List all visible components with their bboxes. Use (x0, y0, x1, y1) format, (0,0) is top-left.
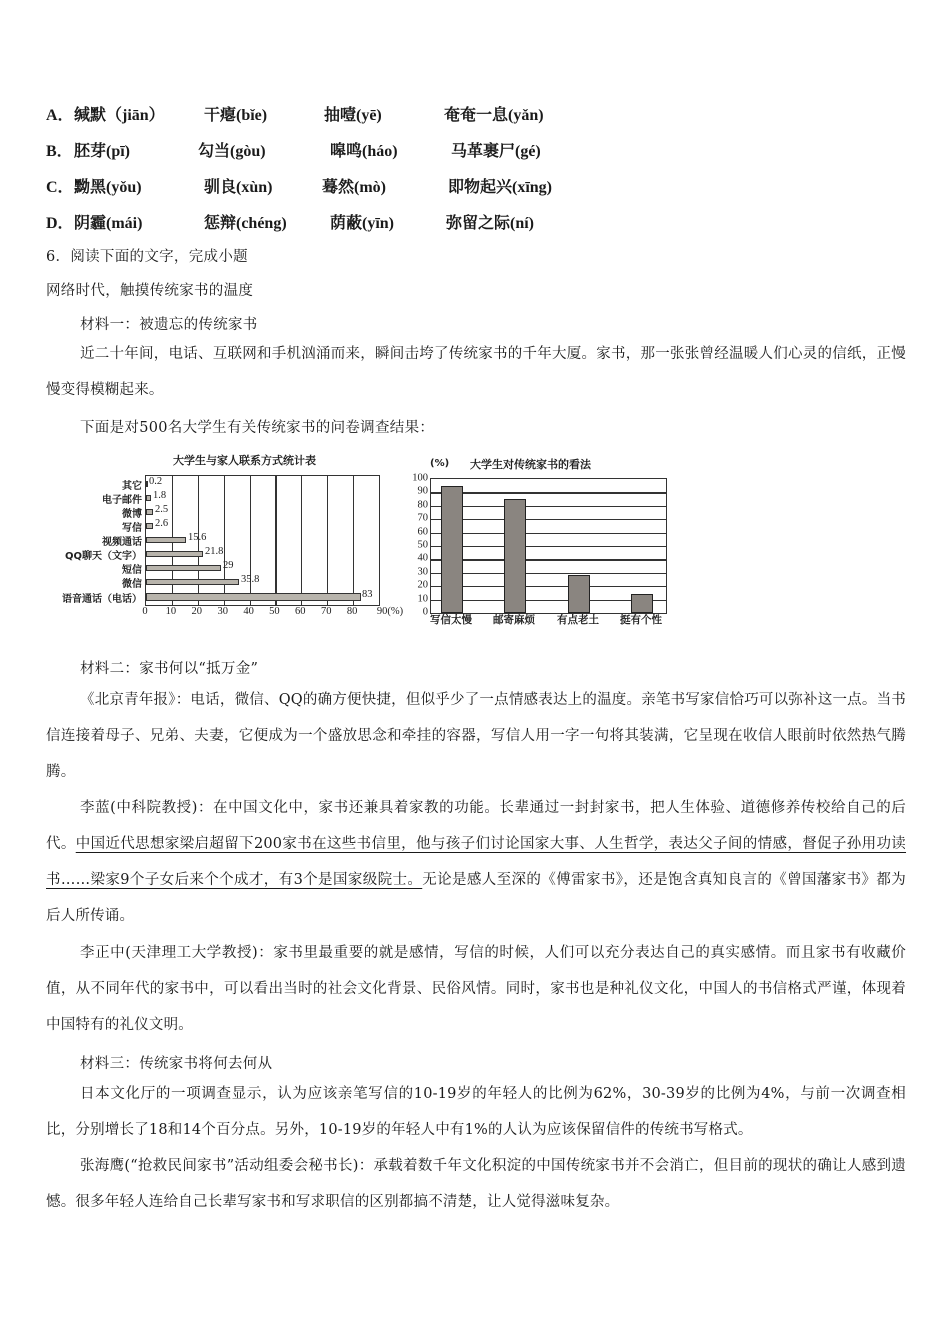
category-label: 有点老土 (557, 614, 599, 626)
underlined-text: 中国近代思想家梁启超留下200家书在这些书信里，他与孩子们讨论国家大事、人生哲学，表达父子间的情感，督促子孙用功读书……梁家9个子女后来个个成才，有3个是国家级院士。 (46, 836, 907, 888)
option-letter: B． (46, 143, 73, 160)
bar-value: 15.6 (188, 532, 207, 543)
tick: 40 (243, 606, 254, 617)
tick: 80 (417, 499, 428, 511)
bar-value: 1.8 (153, 490, 167, 501)
bar (146, 565, 221, 571)
chart-title: 大学生与家人联系方式统计表 (173, 454, 316, 467)
contact-methods-chart (40, 448, 404, 628)
bar (146, 481, 148, 487)
category-label: QQ聊天（文字） (64, 551, 142, 562)
li-lan-paragraph (46, 790, 906, 934)
category-label: 写信 (122, 523, 142, 534)
article-title: 网络时代，触摸传统家书的温度 (46, 283, 254, 299)
beijing-youth-daily-paragraph: 《北京青年报》：电话，微信、QQ的确方便快捷，但似乎少了一点情感表达上的温度。亲笔书写家信恰巧可以弥补这一点。当书信连接着母子、兄弟、夫妻，它便成为一个盛放思念和牵挂的容器，写信人用一字一句将其装满，它呈现在收信人眼前时依然热气腾腾。 (46, 692, 906, 780)
text-span: 李蓝(中科院教授)：在中国文化中，家书还兼具着家教的功能。长辈通过一封封家书，把人生体验、道德修养传校给自己的后代。 (46, 800, 906, 852)
y-axis-ticks (400, 472, 428, 618)
japan-survey-paragraph: 日本文化厅的一项调查显示，认为应该亲笔写信的10-19岁的年轻人的比例为62%，30-39岁的比例为4%，与前一次调查相比，分别增长了18和14个百分点。另外，10-19岁的年轻人中有1%的人认为应该保留信件的传统书写格式。 (46, 1086, 906, 1138)
bar-value: 2.5 (155, 504, 169, 515)
tick: 70 (417, 512, 428, 524)
x-axis-categories (430, 612, 670, 628)
chart-title: 大学生对传统家书的看法 (470, 458, 591, 471)
option-item: 胚芽(pī) (74, 143, 131, 160)
tick: 50 (417, 539, 428, 551)
bar (146, 551, 203, 557)
bar (146, 537, 186, 543)
category-label: 微信 (122, 579, 142, 590)
bar (568, 575, 590, 613)
bar-value: 83 (362, 589, 373, 600)
tick: 10 (417, 593, 428, 605)
tick: 10 (165, 606, 177, 617)
option-item: 即物起兴(xīng) (448, 179, 553, 196)
bar (146, 509, 153, 515)
category-label: 其它 (122, 481, 142, 492)
category-label: 电子邮件 (102, 495, 142, 506)
option-item: 荫蔽(yīn) (330, 215, 395, 232)
bar-value: 0.2 (149, 476, 163, 487)
bar-value: 21.8 (205, 546, 224, 557)
tick: 50 (269, 606, 280, 617)
material2-heading: 材料二：家书何以“抵万金” (80, 661, 259, 677)
category-label: 写信太慢 (430, 614, 472, 626)
material1-heading: 材料一：被遗忘的传统家书 (80, 317, 258, 333)
bar (146, 579, 239, 585)
x-axis-ticks (142, 606, 405, 622)
tick: 90(%) (376, 606, 404, 617)
tick: 60 (417, 526, 428, 538)
tick: 70 (320, 606, 332, 617)
bar-value: 2.6 (155, 518, 169, 529)
y-axis-unit: (%) (430, 458, 450, 469)
category-label: 视频通话 (102, 537, 142, 548)
option-letter: C． (46, 179, 74, 196)
tick: 20 (417, 579, 428, 591)
li-zhengzhong-paragraph: 李正中(天津理工大学教授)：家书里最重要的就是感情，写信的时候，人们可以充分表达自己的真实感情。而且家书有收藏价值，从不同年代的家书中，可以看出当时的社会文化背景、民俗风情。同时，家书也是种礼仪文化，中国人的书信格式严谨，体现着中国特有的礼仪文明。 (46, 945, 906, 1033)
plot-area (145, 475, 380, 606)
bar (146, 523, 153, 529)
question-number: 6．阅读下面的文字，完成小题 (46, 249, 248, 265)
tick: 20 (191, 606, 203, 617)
opinions-chart (400, 448, 680, 630)
zhang-haiying-paragraph: 张海鹰(“抢救民间家书”活动组委会秘书长)：承载着数千年文化积淀的中国传统家书并不会消亡，但目前的现状的确让人感到遗憾。很多年轻人连给自己长辈写家书和写求职信的区别都搞不清楚，让人觉得滋味复杂。 (46, 1158, 906, 1210)
survey-intro: 下面是对500名大学生有关传统家书的问卷调查结果： (80, 420, 435, 436)
category-label: 邮寄麻烦 (493, 614, 535, 626)
tick: 30 (417, 566, 428, 578)
option-item: 蓦然(mò) (322, 179, 386, 196)
tick: 90 (417, 485, 428, 497)
tick: 80 (346, 606, 358, 617)
bar (504, 499, 526, 613)
bar (146, 593, 361, 601)
tick: 40 (417, 552, 428, 564)
option-item: 嗥鸣(háo) (330, 143, 398, 160)
bar-value: 35.8 (241, 574, 260, 585)
option-item: 奄奄一息(yǎn) (444, 107, 544, 124)
option-item: 驯良(xùn) (204, 179, 273, 196)
tick: 30 (217, 606, 228, 617)
tick: 0 (422, 606, 428, 618)
option-letter: A． (46, 107, 74, 124)
option-item: 勾当(gòu) (198, 143, 266, 160)
option-item: 马革裹尸(gé) (451, 143, 541, 160)
material1-paragraph: 近二十年间，电话、互联网和手机汹涌而来，瞬间击垮了传统家书的千年大厦。家书，那一张张曾经温暖人们心灵的信纸，正慢慢变得模糊起来。 (46, 346, 906, 398)
option-letter: D． (46, 215, 74, 232)
text-span: 无论是感人至深的《傅雷家书》，还是饱含真知良言的《曾国藩家书》都为后人所传诵。 (46, 872, 906, 924)
plot-area (430, 478, 667, 614)
option-item: 缄默（jiān） (74, 107, 165, 124)
option-item: 干瘪(bǐe) (204, 107, 268, 124)
option-item: 抽噎(yē) (324, 107, 382, 124)
category-label: 微博 (122, 509, 142, 520)
category-label: 挺有个性 (620, 614, 662, 626)
bar (631, 594, 653, 613)
category-label: 短信 (122, 565, 142, 576)
y-axis-labels (40, 475, 142, 604)
option-item: 弥留之际(ní) (446, 215, 535, 232)
bar (441, 486, 463, 613)
category-label: 语音通话（电话） (62, 594, 142, 605)
material3-heading: 材料三：传统家书将何去何从 (80, 1056, 273, 1072)
tick: 100 (412, 472, 428, 484)
tick: 60 (295, 606, 306, 617)
option-item: 惩辩(chéng) (204, 215, 287, 232)
bar (146, 495, 151, 501)
option-item: 阴霾(mái) (74, 215, 143, 232)
bar-value: 29 (223, 560, 234, 571)
option-item: 黝黑(yǒu) (74, 179, 142, 196)
tick: 0 (142, 606, 148, 617)
